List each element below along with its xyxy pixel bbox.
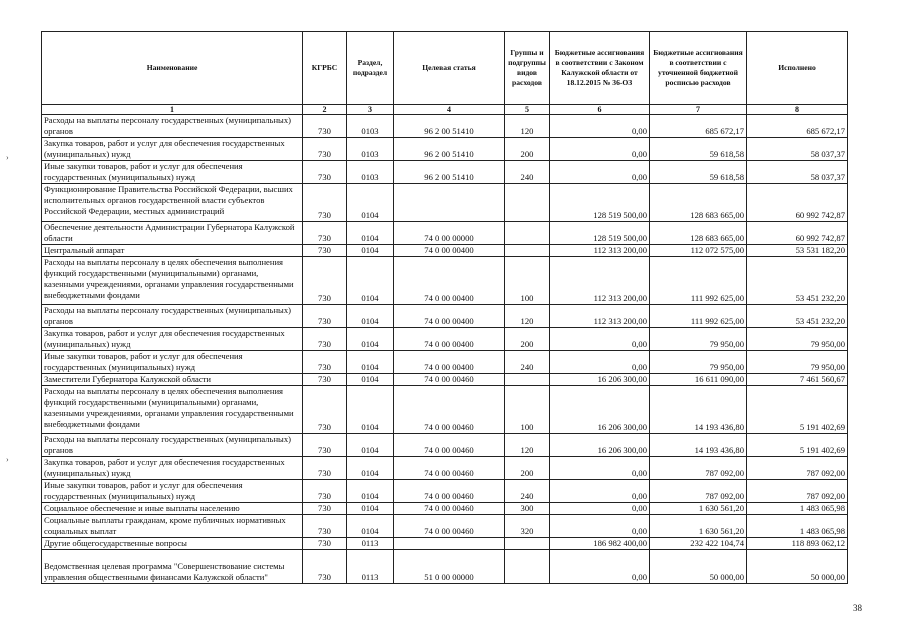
- row-kgrbs: 730: [303, 222, 347, 245]
- row-budget-refined: 14 193 436,80: [650, 434, 747, 457]
- row-budget-law: 16 206 300,00: [550, 374, 650, 386]
- row-razdel: 0113: [347, 538, 394, 550]
- header-razdel: Раздел, подраздел: [347, 32, 394, 105]
- row-name: Расходы на выплаты персоналу государственных (муниципальных) органов: [42, 305, 303, 328]
- table-body: [42, 115, 848, 584]
- row-target-article: 74 0 00 00400: [394, 257, 505, 305]
- row-name: Расходы на выплаты персоналу государственных (муниципальных) органов: [42, 115, 303, 138]
- row-budget-refined: 79 950,00: [650, 351, 747, 374]
- row-razdel: 0103: [347, 138, 394, 161]
- column-number-row: [42, 105, 848, 115]
- row-budget-law: 0,00: [550, 457, 650, 480]
- row-budget-refined: 1 630 561,20: [650, 515, 747, 538]
- row-budget-refined: 1 630 561,20: [650, 503, 747, 515]
- row-expense-type: 300: [505, 503, 550, 515]
- row-name: Иные закупки товаров, работ и услуг для обеспечения государственных (муниципальных) нужд: [42, 480, 303, 503]
- row-razdel: 0104: [347, 503, 394, 515]
- row-target-article: [394, 184, 505, 222]
- row-kgrbs: 730: [303, 457, 347, 480]
- row-kgrbs: 730: [303, 115, 347, 138]
- header-kgrbs: КГРБС: [303, 32, 347, 105]
- col-number: 3: [347, 105, 394, 115]
- row-name: Расходы на выплаты персоналу в целях обеспечения выполнения функций государственными (муниципальными) органами, казенными учреждениями, органами управления государственными внебюджетными фондами: [42, 257, 303, 305]
- row-budget-law: 0,00: [550, 161, 650, 184]
- row-budget-law: 112 313 200,00: [550, 305, 650, 328]
- row-expense-type: 100: [505, 257, 550, 305]
- row-executed: 53 451 232,20: [747, 305, 848, 328]
- table-row: [42, 328, 848, 351]
- col-number: 8: [747, 105, 848, 115]
- row-kgrbs: 730: [303, 550, 347, 584]
- row-executed: 60 992 742,87: [747, 222, 848, 245]
- row-target-article: 74 0 00 00460: [394, 386, 505, 434]
- row-target-article: 96 2 00 51410: [394, 161, 505, 184]
- row-name: Иные закупки товаров, работ и услуг для обеспечения государственных (муниципальных) нужд: [42, 161, 303, 184]
- table-row: [42, 457, 848, 480]
- row-razdel: 0104: [347, 374, 394, 386]
- row-kgrbs: 730: [303, 138, 347, 161]
- row-budget-law: 0,00: [550, 138, 650, 161]
- row-target-article: 74 0 00 00400: [394, 245, 505, 257]
- row-razdel: 0104: [347, 184, 394, 222]
- row-kgrbs: 730: [303, 184, 347, 222]
- row-budget-law: 0,00: [550, 351, 650, 374]
- row-executed: 58 037,37: [747, 161, 848, 184]
- budget-table-sheet: [41, 31, 847, 584]
- row-razdel: 0104: [347, 515, 394, 538]
- row-razdel: 0103: [347, 161, 394, 184]
- row-budget-refined: 59 618,58: [650, 138, 747, 161]
- row-razdel: 0104: [347, 328, 394, 351]
- row-budget-refined: 111 992 625,00: [650, 257, 747, 305]
- row-budget-refined: 128 683 665,00: [650, 184, 747, 222]
- row-executed: 53 531 182,20: [747, 245, 848, 257]
- row-executed: 50 000,00: [747, 550, 848, 584]
- col-number: 6: [550, 105, 650, 115]
- row-executed: 1 483 065,98: [747, 503, 848, 515]
- row-kgrbs: 730: [303, 245, 347, 257]
- row-kgrbs: 730: [303, 257, 347, 305]
- row-budget-refined: 79 950,00: [650, 328, 747, 351]
- row-razdel: 0104: [347, 434, 394, 457]
- row-name: Закупка товаров, работ и услуг для обеспечения государственных (муниципальных) нужд: [42, 457, 303, 480]
- row-expense-type: 320: [505, 515, 550, 538]
- row-name: Заместители Губернатора Калужской области: [42, 374, 303, 386]
- table-row: [42, 138, 848, 161]
- row-razdel: 0103: [347, 115, 394, 138]
- row-expense-type: 240: [505, 161, 550, 184]
- row-budget-law: 16 206 300,00: [550, 386, 650, 434]
- row-expense-type: 200: [505, 457, 550, 480]
- row-budget-law: 128 519 500,00: [550, 184, 650, 222]
- row-expense-type: 120: [505, 305, 550, 328]
- header-gruppy: Группы и подгруппы видов расходов: [505, 32, 550, 105]
- row-expense-type: 200: [505, 328, 550, 351]
- row-expense-type: [505, 184, 550, 222]
- row-budget-refined: 112 072 575,00: [650, 245, 747, 257]
- table-row: [42, 257, 848, 305]
- row-name: Социальные выплаты гражданам, кроме публичных нормативных социальных выплат: [42, 515, 303, 538]
- row-kgrbs: 730: [303, 386, 347, 434]
- row-budget-law: 112 313 200,00: [550, 245, 650, 257]
- row-budget-refined: 16 611 090,00: [650, 374, 747, 386]
- table-row: [42, 184, 848, 222]
- col-number: 5: [505, 105, 550, 115]
- table-row: [42, 351, 848, 374]
- row-expense-type: 100: [505, 386, 550, 434]
- table-row: [42, 115, 848, 138]
- row-budget-law: 0,00: [550, 480, 650, 503]
- row-razdel: 0104: [347, 245, 394, 257]
- row-name: Закупка товаров, работ и услуг для обеспечения государственных (муниципальных) нужд: [42, 328, 303, 351]
- row-kgrbs: 730: [303, 434, 347, 457]
- row-executed: 60 992 742,87: [747, 184, 848, 222]
- row-budget-law: 0,00: [550, 328, 650, 351]
- row-budget-refined: 232 422 104,74: [650, 538, 747, 550]
- row-razdel: 0104: [347, 386, 394, 434]
- row-kgrbs: 730: [303, 538, 347, 550]
- row-name: Функционирование Правительства Российской Федерации, высших исполнительных органов государственной власти субъектов Российской Федерации, местных администраций: [42, 184, 303, 222]
- row-kgrbs: 730: [303, 480, 347, 503]
- row-expense-type: 120: [505, 115, 550, 138]
- table-row: [42, 161, 848, 184]
- col-number: 4: [394, 105, 505, 115]
- row-target-article: 74 0 00 00460: [394, 515, 505, 538]
- row-name: Центральный аппарат: [42, 245, 303, 257]
- row-name: Закупка товаров, работ и услуг для обеспечения государственных (муниципальных) нужд: [42, 138, 303, 161]
- row-executed: 58 037,37: [747, 138, 848, 161]
- row-budget-refined: 787 092,00: [650, 480, 747, 503]
- row-target-article: 74 0 00 00460: [394, 374, 505, 386]
- margin-mark: ›: [6, 455, 9, 464]
- row-name: Социальное обеспечение и иные выплаты населению: [42, 503, 303, 515]
- row-expense-type: 240: [505, 351, 550, 374]
- row-executed: 787 092,00: [747, 480, 848, 503]
- margin-mark: ›: [6, 153, 9, 162]
- page-number: 38: [853, 603, 862, 613]
- row-budget-refined: 128 683 665,00: [650, 222, 747, 245]
- table-row: [42, 480, 848, 503]
- row-budget-refined: 14 193 436,80: [650, 386, 747, 434]
- row-budget-law: 0,00: [550, 515, 650, 538]
- row-expense-type: [505, 374, 550, 386]
- row-razdel: 0113: [347, 550, 394, 584]
- table-row: [42, 386, 848, 434]
- row-expense-type: [505, 222, 550, 245]
- row-budget-law: 112 313 200,00: [550, 257, 650, 305]
- row-target-article: 74 0 00 00460: [394, 480, 505, 503]
- table-row: [42, 222, 848, 245]
- row-razdel: 0104: [347, 351, 394, 374]
- row-name: Другие общегосударственные вопросы: [42, 538, 303, 550]
- row-budget-law: 0,00: [550, 115, 650, 138]
- row-kgrbs: 730: [303, 161, 347, 184]
- row-expense-type: 120: [505, 434, 550, 457]
- row-executed: 685 672,17: [747, 115, 848, 138]
- row-expense-type: [505, 550, 550, 584]
- row-razdel: 0104: [347, 480, 394, 503]
- row-name: Обеспечение деятельности Администрации Губернатора Калужской области: [42, 222, 303, 245]
- header-row: [42, 32, 848, 105]
- row-executed: 5 191 402,69: [747, 386, 848, 434]
- row-razdel: 0104: [347, 257, 394, 305]
- row-executed: 118 893 062,12: [747, 538, 848, 550]
- row-razdel: 0104: [347, 457, 394, 480]
- row-kgrbs: 730: [303, 351, 347, 374]
- header-tsel: Целевая статья: [394, 32, 505, 105]
- row-kgrbs: 730: [303, 374, 347, 386]
- row-executed: 79 950,00: [747, 328, 848, 351]
- row-target-article: 51 0 00 00000: [394, 550, 505, 584]
- row-target-article: 74 0 00 00000: [394, 222, 505, 245]
- table-row: [42, 550, 848, 584]
- row-name: Расходы на выплаты персоналу государственных (муниципальных) органов: [42, 434, 303, 457]
- row-budget-refined: 685 672,17: [650, 115, 747, 138]
- row-name: Расходы на выплаты персоналу в целях обеспечения выполнения функций государственными (муниципальными) органами, казенными учреждениями, органами управления государственными внебюджетными фондами: [42, 386, 303, 434]
- row-executed: 79 950,00: [747, 351, 848, 374]
- row-target-article: 96 2 00 51410: [394, 115, 505, 138]
- table-row: [42, 245, 848, 257]
- header-budget-refined: Бюджетные ассигнования в соответствии с уточненной бюджетной росписью расходов: [650, 32, 747, 105]
- row-budget-refined: 111 992 625,00: [650, 305, 747, 328]
- table-row: [42, 305, 848, 328]
- table-row: [42, 515, 848, 538]
- row-budget-law: 186 982 400,00: [550, 538, 650, 550]
- row-budget-refined: 787 092,00: [650, 457, 747, 480]
- row-kgrbs: 730: [303, 503, 347, 515]
- row-budget-law: 0,00: [550, 550, 650, 584]
- row-executed: 7 461 560,67: [747, 374, 848, 386]
- row-expense-type: 240: [505, 480, 550, 503]
- table-row: [42, 374, 848, 386]
- row-target-article: 74 0 00 00400: [394, 328, 505, 351]
- row-target-article: [394, 538, 505, 550]
- table-row: [42, 503, 848, 515]
- row-kgrbs: 730: [303, 515, 347, 538]
- row-kgrbs: 730: [303, 305, 347, 328]
- row-executed: 53 451 232,20: [747, 257, 848, 305]
- row-expense-type: [505, 538, 550, 550]
- col-number: 2: [303, 105, 347, 115]
- row-target-article: 96 2 00 51410: [394, 138, 505, 161]
- row-razdel: 0104: [347, 222, 394, 245]
- table-row: [42, 434, 848, 457]
- row-expense-type: 200: [505, 138, 550, 161]
- header-name: Наименование: [42, 32, 303, 105]
- row-name: Иные закупки товаров, работ и услуг для обеспечения государственных (муниципальных) нужд: [42, 351, 303, 374]
- row-name: Ведомственная целевая программа "Совершенствование системы управления общественными финансами Калужской области": [42, 550, 303, 584]
- row-target-article: 74 0 00 00400: [394, 351, 505, 374]
- row-budget-refined: 59 618,58: [650, 161, 747, 184]
- col-number: 1: [42, 105, 303, 115]
- row-target-article: 74 0 00 00460: [394, 434, 505, 457]
- row-executed: 5 191 402,69: [747, 434, 848, 457]
- row-target-article: 74 0 00 00400: [394, 305, 505, 328]
- row-target-article: 74 0 00 00460: [394, 457, 505, 480]
- row-kgrbs: 730: [303, 328, 347, 351]
- row-budget-refined: 50 000,00: [650, 550, 747, 584]
- row-budget-law: 16 206 300,00: [550, 434, 650, 457]
- row-executed: 1 483 065,98: [747, 515, 848, 538]
- row-executed: 787 092,00: [747, 457, 848, 480]
- row-expense-type: [505, 245, 550, 257]
- table-row: [42, 538, 848, 550]
- row-budget-law: 0,00: [550, 503, 650, 515]
- row-razdel: 0104: [347, 305, 394, 328]
- header-ispolneno: Исполнено: [747, 32, 848, 105]
- row-budget-law: 128 519 500,00: [550, 222, 650, 245]
- row-target-article: 74 0 00 00460: [394, 503, 505, 515]
- header-budget-law: Бюджетные ассигнования в соответствии с Законом Калужской области от 18.12.2015 № 36-ОЗ: [550, 32, 650, 105]
- col-number: 7: [650, 105, 747, 115]
- budget-execution-table: [41, 31, 848, 584]
